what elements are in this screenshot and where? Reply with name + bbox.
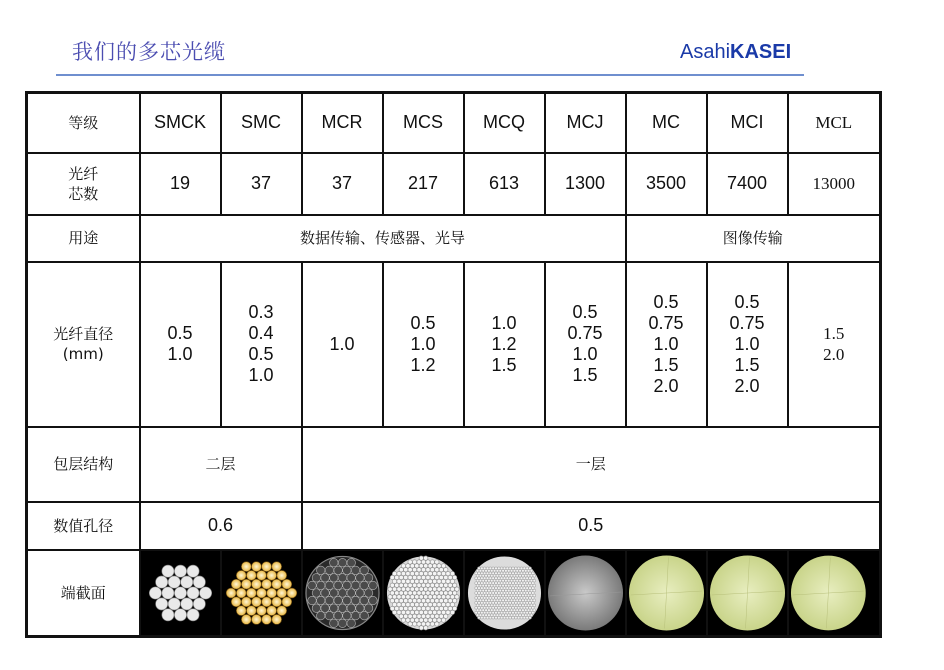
diameter-row [27,262,881,427]
diameter-cell: 0.5 0.75 1.0 1.5 [545,262,626,427]
na-group-a: 0.6 [140,502,302,550]
fiber-count-cell: 613 [464,153,545,215]
title-divider [56,74,804,76]
diameter-cell: 0.3 0.4 0.5 1.0 [221,262,302,427]
fiber-spec-table [25,91,882,638]
end-face-row [27,550,881,637]
model-cell: MCR [302,93,383,153]
model-cell: MCQ [464,93,545,153]
end-face-image-smck [140,550,221,637]
usage-group-b: 图像传输 [626,215,881,262]
end-face-image-mci [707,550,788,637]
model-cell: SMC [221,93,302,153]
end-face-image-mcr [302,550,383,637]
diameter-cell: 0.5 0.75 1.0 1.5 2.0 [707,262,788,427]
diameter-cell: 1.0 1.2 1.5 [464,262,545,427]
cladding-group-a: 二层 [140,427,302,502]
end-face-image-mcq [464,550,545,637]
grade-label: 等级 [27,93,140,153]
model-cell: MCL [788,93,881,153]
diameter-label [27,262,140,427]
diameter-label-line2: (mm) [62,345,104,363]
diameter-cell: 0.5 0.75 1.0 1.5 2.0 [626,262,707,427]
model-cell: MC [626,93,707,153]
fiber-count-cell: 1300 [545,153,626,215]
fiber-count-label [27,153,140,215]
end-face-image-mcl [788,550,881,637]
page-title: 我们的多芯光缆 [72,40,226,64]
fiber-count-row [27,153,881,215]
logo-bold-text: KASEI [730,41,792,63]
grade-row [27,93,881,153]
fiber-count-cell: 19 [140,153,221,215]
na-label: 数值孔径 [27,502,140,550]
fiber-count-cell: 3500 [626,153,707,215]
diameter-label-line1: 光纤直径 [53,325,114,343]
diameter-cell: 1.5 2.0 [788,262,881,427]
usage-group-a: 数据传输、传感器、光导 [140,215,626,262]
end-face-label: 端截面 [27,550,140,637]
fiber-count-cell: 37 [221,153,302,215]
diameter-cell: 0.5 1.0 1.2 [383,262,464,427]
asahi-kasei-logo [680,41,791,64]
usage-row [27,215,881,262]
model-cell: MCI [707,93,788,153]
fiber-count-cell: 13000 [788,153,881,215]
model-cell: MCS [383,93,464,153]
fiber-count-label-line1: 光纤 [68,164,99,183]
fiber-count-cell: 7400 [707,153,788,215]
end-face-image-mcs [383,550,464,637]
logo-light-text: Asahi [680,41,731,63]
cladding-row [27,427,881,502]
na-group-b: 0.5 [302,502,881,550]
model-cell: MCJ [545,93,626,153]
cladding-group-b: 一层 [302,427,881,502]
model-cell: SMCK [140,93,221,153]
na-row [27,502,881,550]
fiber-count-cell: 217 [383,153,464,215]
cladding-label: 包层结构 [27,427,140,502]
usage-label: 用途 [27,215,140,262]
diameter-cell: 0.5 1.0 [140,262,221,427]
fiber-count-label-line2: 芯数 [68,184,99,203]
diameter-cell: 1.0 [302,262,383,427]
end-face-image-mc [626,550,707,637]
end-face-image-mcj [545,550,626,637]
end-face-image-smc [221,550,302,637]
fiber-count-cell: 37 [302,153,383,215]
